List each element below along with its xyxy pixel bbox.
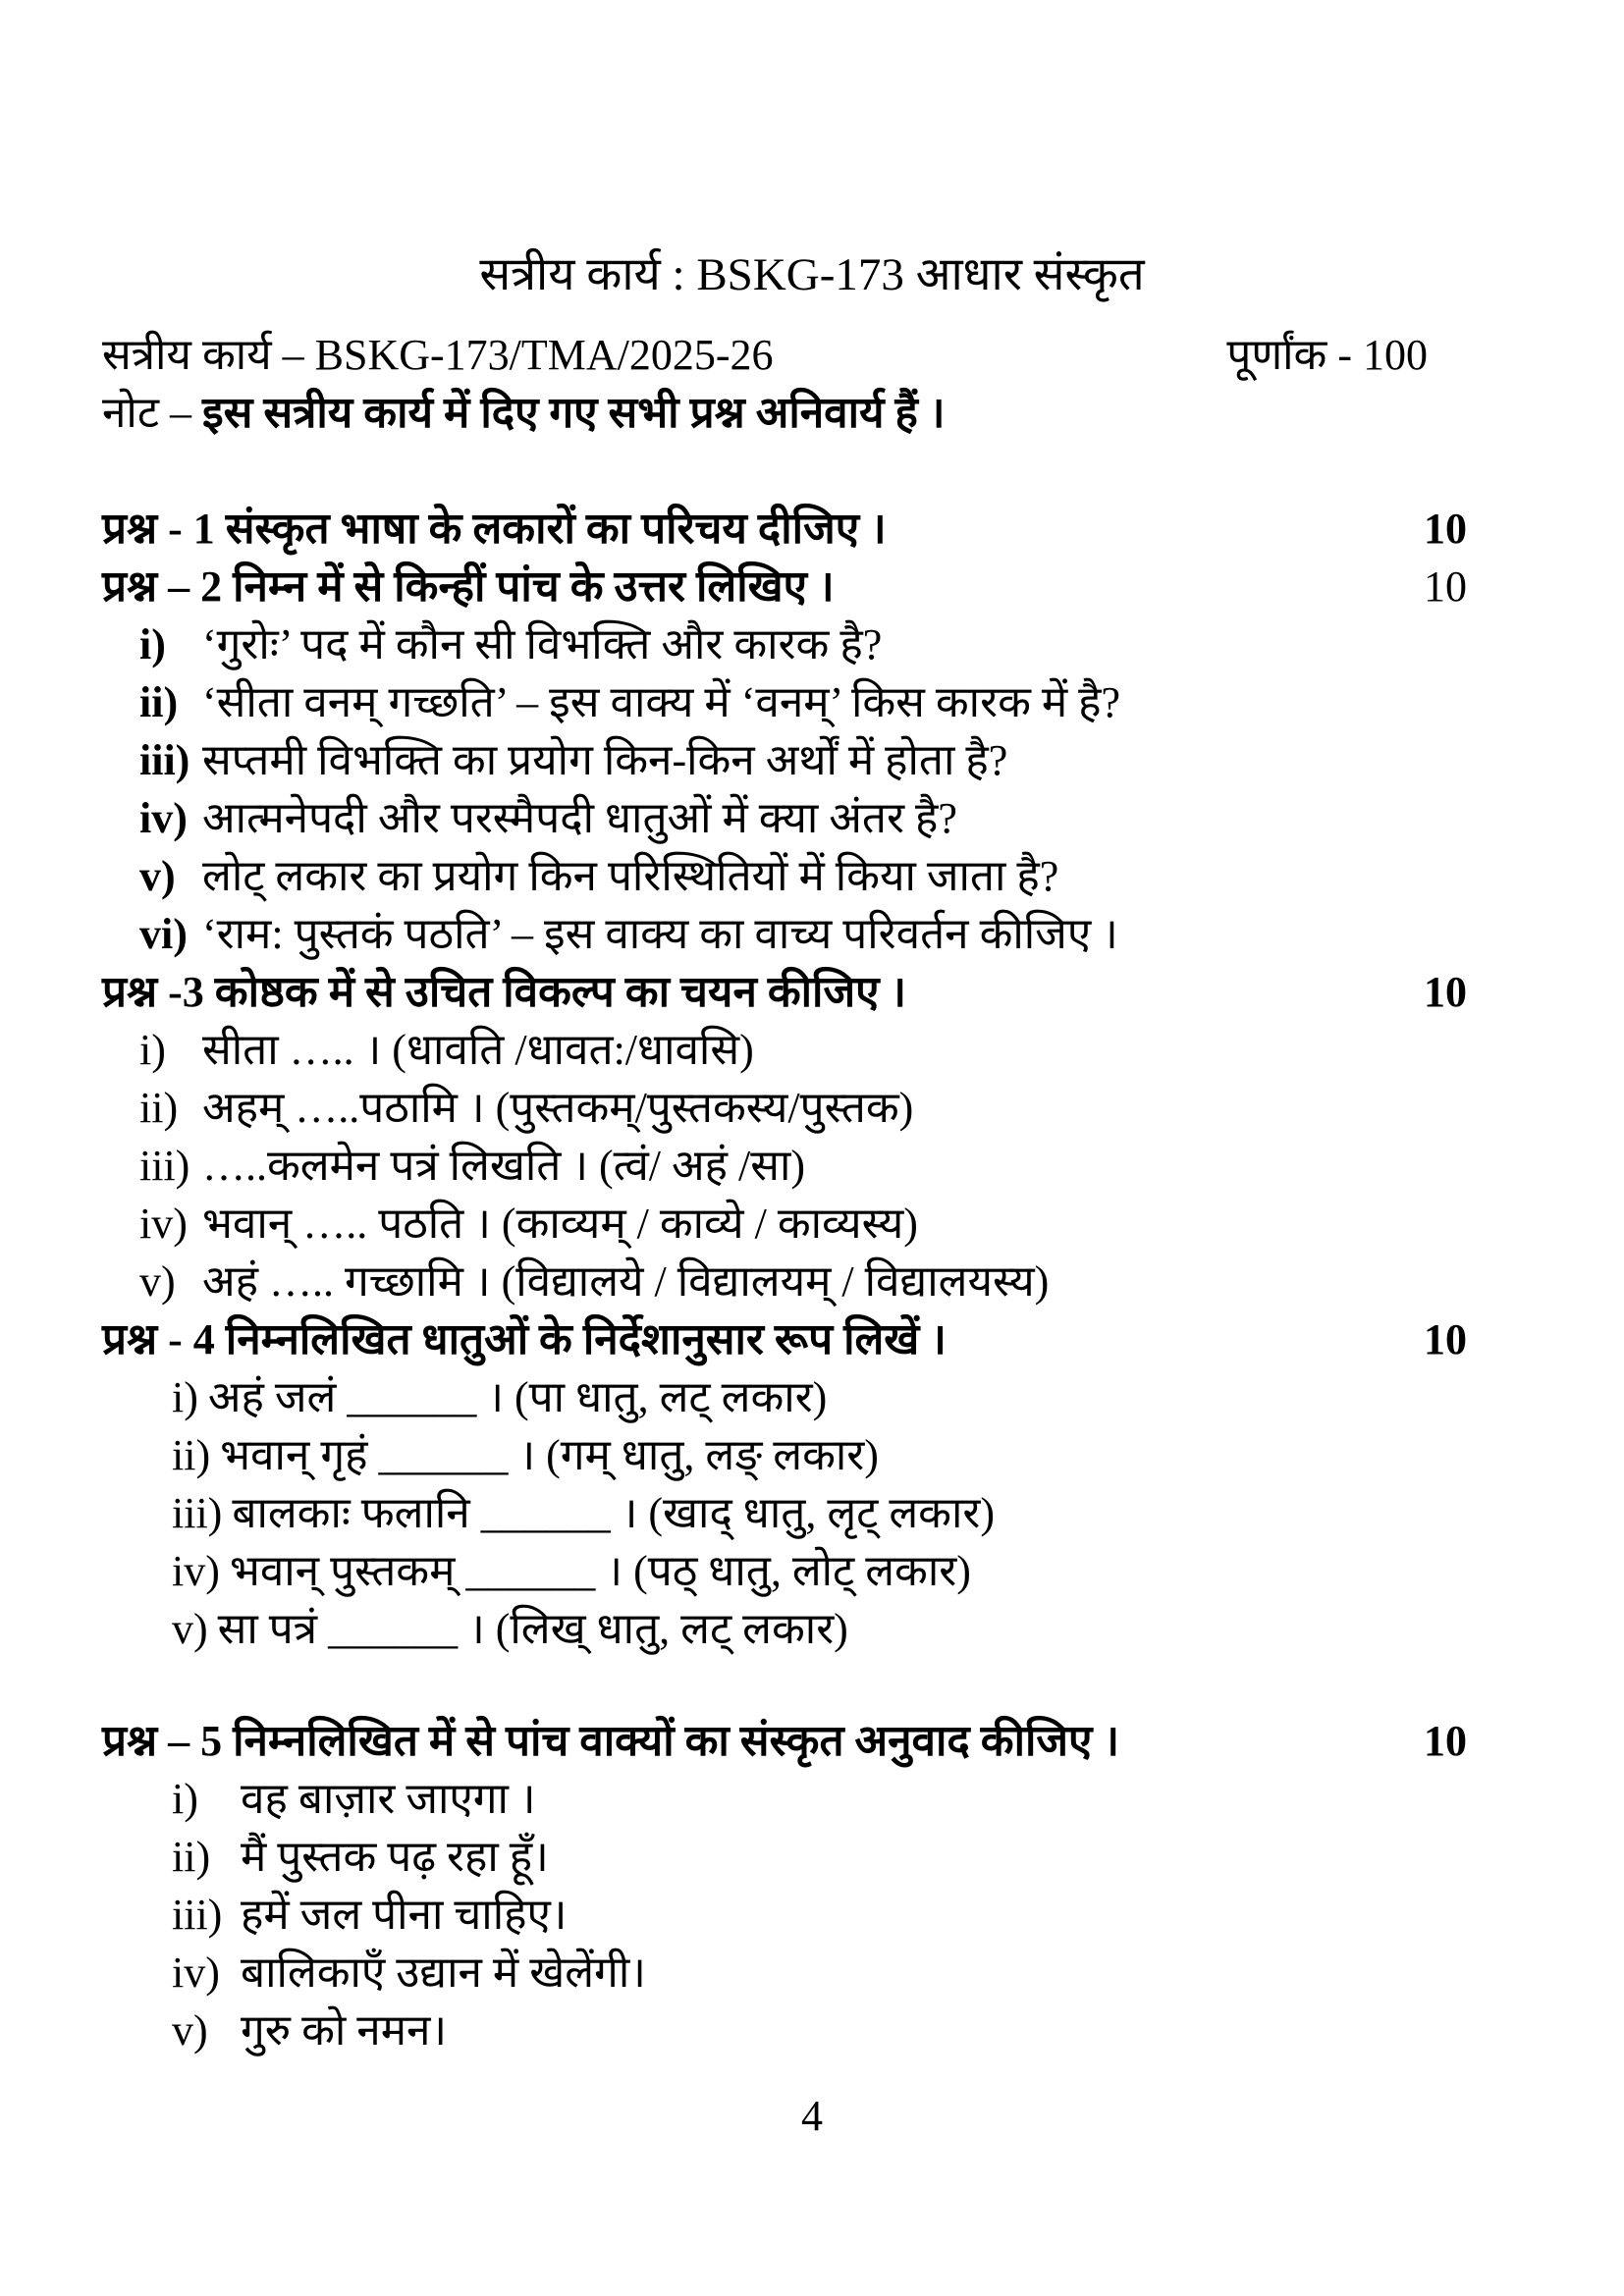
- note-line: [102, 384, 1467, 442]
- question-4-heading: प्रश्न - 4 निम्नलिखित धातुओं के निर्देशानुसार रूप लिखें ।: [102, 1315, 947, 1363]
- question-2-item: [102, 615, 1467, 673]
- item-numeral: ii): [139, 1084, 179, 1132]
- item-numeral: i): [139, 1026, 166, 1074]
- item-numeral: ii): [172, 1431, 211, 1479]
- question-4-heading-row: [102, 1310, 1467, 1368]
- note-text: इस सत्रीय कार्य में दिए गए सभी प्रश्न अनिवार्य हैं ।: [202, 389, 946, 437]
- question-5-heading-row: [102, 1712, 1467, 1770]
- item-numeral: vi): [139, 910, 188, 958]
- spacer: [102, 442, 1467, 500]
- question-5-item: [102, 1944, 1467, 2002]
- question-1-heading-row: [102, 500, 1467, 558]
- item-text: आत्मनेपदी और परस्मैपदी धातुओं में क्या अंतर है?: [202, 794, 957, 842]
- question-5-item: [102, 1828, 1467, 1886]
- page-title: सत्रीय कार्य : BSKG-173 आधार संस्कृत: [479, 249, 1145, 300]
- question-2-marks: 10: [1424, 562, 1467, 611]
- item-text: वह बाज़ार जाएगा ।: [241, 1775, 536, 1823]
- item-numeral: v): [172, 2006, 208, 2055]
- item-text: हमें जल पीना चाहिए।: [241, 1891, 568, 1939]
- question-1-heading: प्रश्न - 1 संस्कृत भाषा के लकारों का परिचय दीजिए ।: [102, 505, 887, 553]
- item-text: भवान् ….. पठति । (काव्यम् / काव्ये / काव्यस्य): [202, 1200, 918, 1248]
- item-numeral: i): [139, 620, 166, 668]
- item-text: बालिकाएँ उद्यान में खेलेंगी।: [241, 1949, 646, 1997]
- item-text: ‘राम: पुस्तकं पठति’ – इस वाक्य का वाच्य परिवर्तन कीजिए ।: [202, 910, 1118, 958]
- header-row: [102, 326, 1467, 384]
- item-text: ‘गुरोः’ पद में कौन सी विभक्ति और कारक है?: [202, 620, 883, 668]
- item-numeral: i): [172, 1373, 198, 1421]
- question-3-item: [102, 1021, 1467, 1079]
- item-numeral: v): [139, 1257, 176, 1306]
- spacer: [102, 1658, 1467, 1712]
- item-text: सप्तमी विभक्ति का प्रयोग किन-किन अर्थों में होता है?: [202, 736, 1008, 784]
- item-text: भवान् गृहं ______ । (गम् धातु, लङ् लकार): [220, 1431, 879, 1479]
- question-4-item: [172, 1600, 1467, 1658]
- question-2-item: [102, 789, 1467, 847]
- item-text: लोट् लकार का प्रयोग किन परिस्थितियों में किया जाता है?: [202, 852, 1059, 900]
- question-5-item: [102, 1886, 1467, 1944]
- item-numeral: i): [172, 1775, 198, 1823]
- item-numeral: iv): [139, 794, 188, 842]
- question-2-heading-row: [102, 558, 1467, 615]
- item-numeral: iii): [172, 1489, 223, 1537]
- question-3-heading: प्रश्न -3 कोष्ठक में से उचित विकल्प का चयन कीजिए ।: [102, 968, 907, 1016]
- question-3-heading-row: [102, 963, 1467, 1021]
- note-label: नोट –: [102, 389, 202, 437]
- item-text: अहं जलं ______ । (पा धातु, लट् लकार): [207, 1373, 828, 1421]
- item-text: अहं ….. गच्छामि । (विद्यालये / विद्यालयम् / विद्यालयस्य): [202, 1257, 1050, 1306]
- item-text: अहम् …..पठामि । (पुस्तकम्/पुस्तकस्य/पुस्तक): [202, 1084, 914, 1132]
- question-5-marks: 10: [1424, 1717, 1467, 1765]
- item-text: सीता ….. । (धावति /धावत:/धावसि): [202, 1026, 754, 1074]
- item-text: गुरु को नमन।: [241, 2006, 448, 2055]
- course-code-text: सत्रीय कार्य – BSKG-173/TMA/2025-26: [102, 331, 774, 379]
- item-numeral: iv): [172, 1949, 220, 1997]
- question-2-item: [102, 905, 1467, 963]
- question-2-heading: प्रश्न – 2 निम्न में से किन्हीं पांच के उत्तर लिखिए ।: [102, 562, 835, 611]
- question-4-item: [172, 1484, 1467, 1542]
- item-text: ‘सीता वनम् गच्छति’ – इस वाक्य में ‘वनम्’ किस कारक में है?: [202, 678, 1121, 726]
- item-numeral: iv): [172, 1547, 220, 1595]
- item-numeral: iii): [139, 1142, 190, 1190]
- max-marks-text: पूर्णांक - 100: [1226, 331, 1428, 379]
- question-2-item: [102, 847, 1467, 905]
- item-numeral: v): [139, 852, 176, 900]
- question-3-item: [102, 1137, 1467, 1195]
- question-4-item: [172, 1542, 1467, 1600]
- question-5-item: [102, 1770, 1467, 1828]
- item-numeral: iii): [139, 736, 190, 784]
- item-text: भवान् पुस्तकम् ______ । (पठ् धातु, लोट् लकार): [229, 1547, 971, 1595]
- question-3-item: [102, 1253, 1467, 1310]
- question-2-item: [102, 673, 1467, 731]
- item-numeral: v): [172, 1605, 208, 1653]
- item-text: बालकाः फलानि ______ । (खाद् धातु, लृट् लकार): [232, 1489, 996, 1537]
- question-1-marks: 10: [1424, 505, 1467, 553]
- item-numeral: ii): [172, 1833, 211, 1881]
- question-3-item: [102, 1079, 1467, 1137]
- question-4-marks: 10: [1424, 1315, 1467, 1363]
- item-text: मैं पुस्तक पढ़ रहा हूँ।: [241, 1833, 549, 1881]
- item-numeral: iii): [172, 1891, 223, 1939]
- item-numeral: ii): [139, 678, 179, 726]
- question-3-marks: 10: [1424, 968, 1467, 1016]
- page-content: [0, 326, 1624, 2059]
- question-3-item: [102, 1195, 1467, 1253]
- question-5-heading: प्रश्न – 5 निम्नलिखित में से पांच वाक्यों का संस्कृत अनुवाद कीजिए ।: [102, 1717, 1120, 1765]
- item-text: सा पत्रं ______ । (लिख् धातु, लट् लकार): [217, 1605, 848, 1653]
- question-5-item: [102, 2002, 1467, 2059]
- question-4-item: [172, 1368, 1467, 1426]
- question-2-item: [102, 731, 1467, 789]
- item-text: …..कलमेन पत्रं लिखति । (त्वं/ अहं /सा): [202, 1142, 806, 1190]
- question-4-item: [172, 1426, 1467, 1484]
- page-number: 4: [801, 2092, 823, 2140]
- item-numeral: iv): [139, 1200, 188, 1248]
